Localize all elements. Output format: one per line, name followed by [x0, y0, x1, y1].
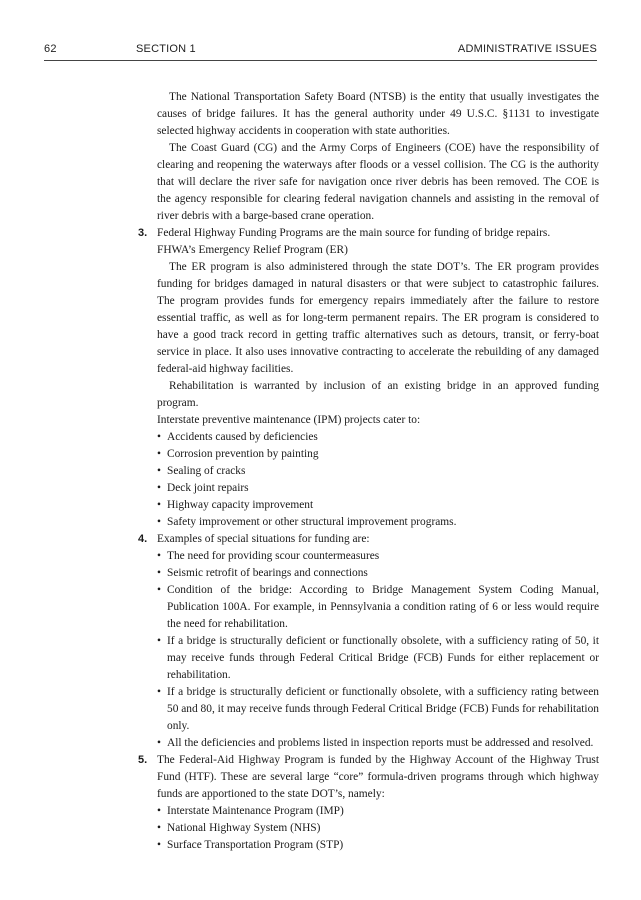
bullet-item: • All the deficiencies and problems listed in inspection reports must be addressed and resolved.: [157, 735, 599, 752]
coast-guard-paragraph: The Coast Guard (CG) and the Army Corps of Engineers (COE) have the responsibility of clearing and reopening the waterways after floods or a vessel collision. The CG is the authority that will declare the river safe for navigation once river debris has been removed. The COE is the agency responsible for clearing federal navigation channels and assisting in the removal of river debris with a barge-based crane operation.: [157, 142, 599, 222]
bullet-item: • The need for providing scour countermeasures: [157, 548, 599, 565]
bullet-item: • Accidents caused by deficiencies: [157, 429, 599, 446]
item-number: 4.: [138, 533, 148, 545]
page-body: [138, 89, 599, 854]
bullet-item: • National Highway System (NHS): [157, 820, 599, 837]
bullet-item: • Corrosion prevention by painting: [157, 446, 599, 463]
bullet-item: • Surface Transportation Program (STP): [157, 837, 599, 854]
running-header: [44, 40, 597, 61]
bullet-item: • Seismic retrofit of bearings and connections: [157, 565, 599, 582]
bullet-item: • If a bridge is structurally deficient or functionally obsolete, with a sufficiency rating between 50 and 80, it may receive funds through Federal Critical Bridge (FCB) Funds for rehabilitation only.: [157, 684, 599, 735]
item-number: 3.: [138, 227, 148, 239]
bullet-item: • Sealing of cracks: [157, 463, 599, 480]
bullet-item: • Deck joint repairs: [157, 480, 599, 497]
bullet-item: • If a bridge is structurally deficient or functionally obsolete, with a sufficiency rating of 50, it may receive funds through Federal Critical Bridge (FCB) Funds for either replacement or rehabilitation.: [157, 633, 599, 684]
item-number: 5.: [138, 754, 148, 766]
item-text: The Federal-Aid Highway Program is funded by the Highway Account of the Highway Trust Fund (HTF). These are several large “core” formula-driven programs through which highway funds are apportioned to the state DOT’s, namely:: [157, 754, 599, 800]
ntsb-paragraph: The National Transportation Safety Board (NTSB) is the entity that usually investigates the causes of bridge failures. It has the general authority under 49 U.S.C. §1131 to investigate selected highway accidents in cooperation with state authorities.: [157, 91, 599, 137]
bullet-item: • Highway capacity improvement: [157, 497, 599, 514]
list-item-3: [138, 225, 599, 242]
rehabilitation-paragraph: Rehabilitation is warranted by inclusion of an existing bridge in an approved funding program.: [157, 380, 599, 409]
subheading-er-program: FHWA’s Emergency Relief Program (ER): [157, 244, 348, 256]
bullet-item: • Condition of the bridge: According to Bridge Management System Coding Manual, Publication 100A. For example, in Pennsylvania a condition rating of 6 or less would require the need for rehabilitation.: [157, 582, 599, 633]
list-item-4: [138, 531, 599, 548]
bullet-item: • Interstate Maintenance Program (IMP): [157, 803, 599, 820]
ipm-bullet-list: [157, 429, 599, 531]
running-title: ADMINISTRATIVE ISSUES: [457, 43, 597, 55]
bullet-item: • Safety improvement or other structural improvement programs.: [157, 514, 599, 531]
page-number: 62: [44, 43, 57, 55]
ipm-intro: Interstate preventive maintenance (IPM) projects cater to:: [157, 414, 421, 426]
core-programs-list: [157, 803, 599, 854]
er-paragraph: The ER program is also administered through the state DOT’s. The ER program provides funding for bridges damaged in natural disasters or that were subject to catastrophic failures. The program provides funds for emergency repairs immediately after the failure to restore essential traffic, as well as for long-term permanent repairs. The ER program is considered to have a good track record in getting traffic alternatives such as detours, transit, or ferry-boat service in place. It also uses innovative contracting to accelerate the rebuilding of any damaged federal-aid highway facilities.: [157, 261, 599, 375]
list-item-5: [138, 752, 599, 803]
item-text: Federal Highway Funding Programs are the main source for funding of bridge repairs.: [157, 227, 551, 239]
item-text: Examples of special situations for funding are:: [157, 533, 370, 545]
section-label: SECTION 1: [136, 43, 196, 55]
special-situations-list: [157, 548, 599, 752]
